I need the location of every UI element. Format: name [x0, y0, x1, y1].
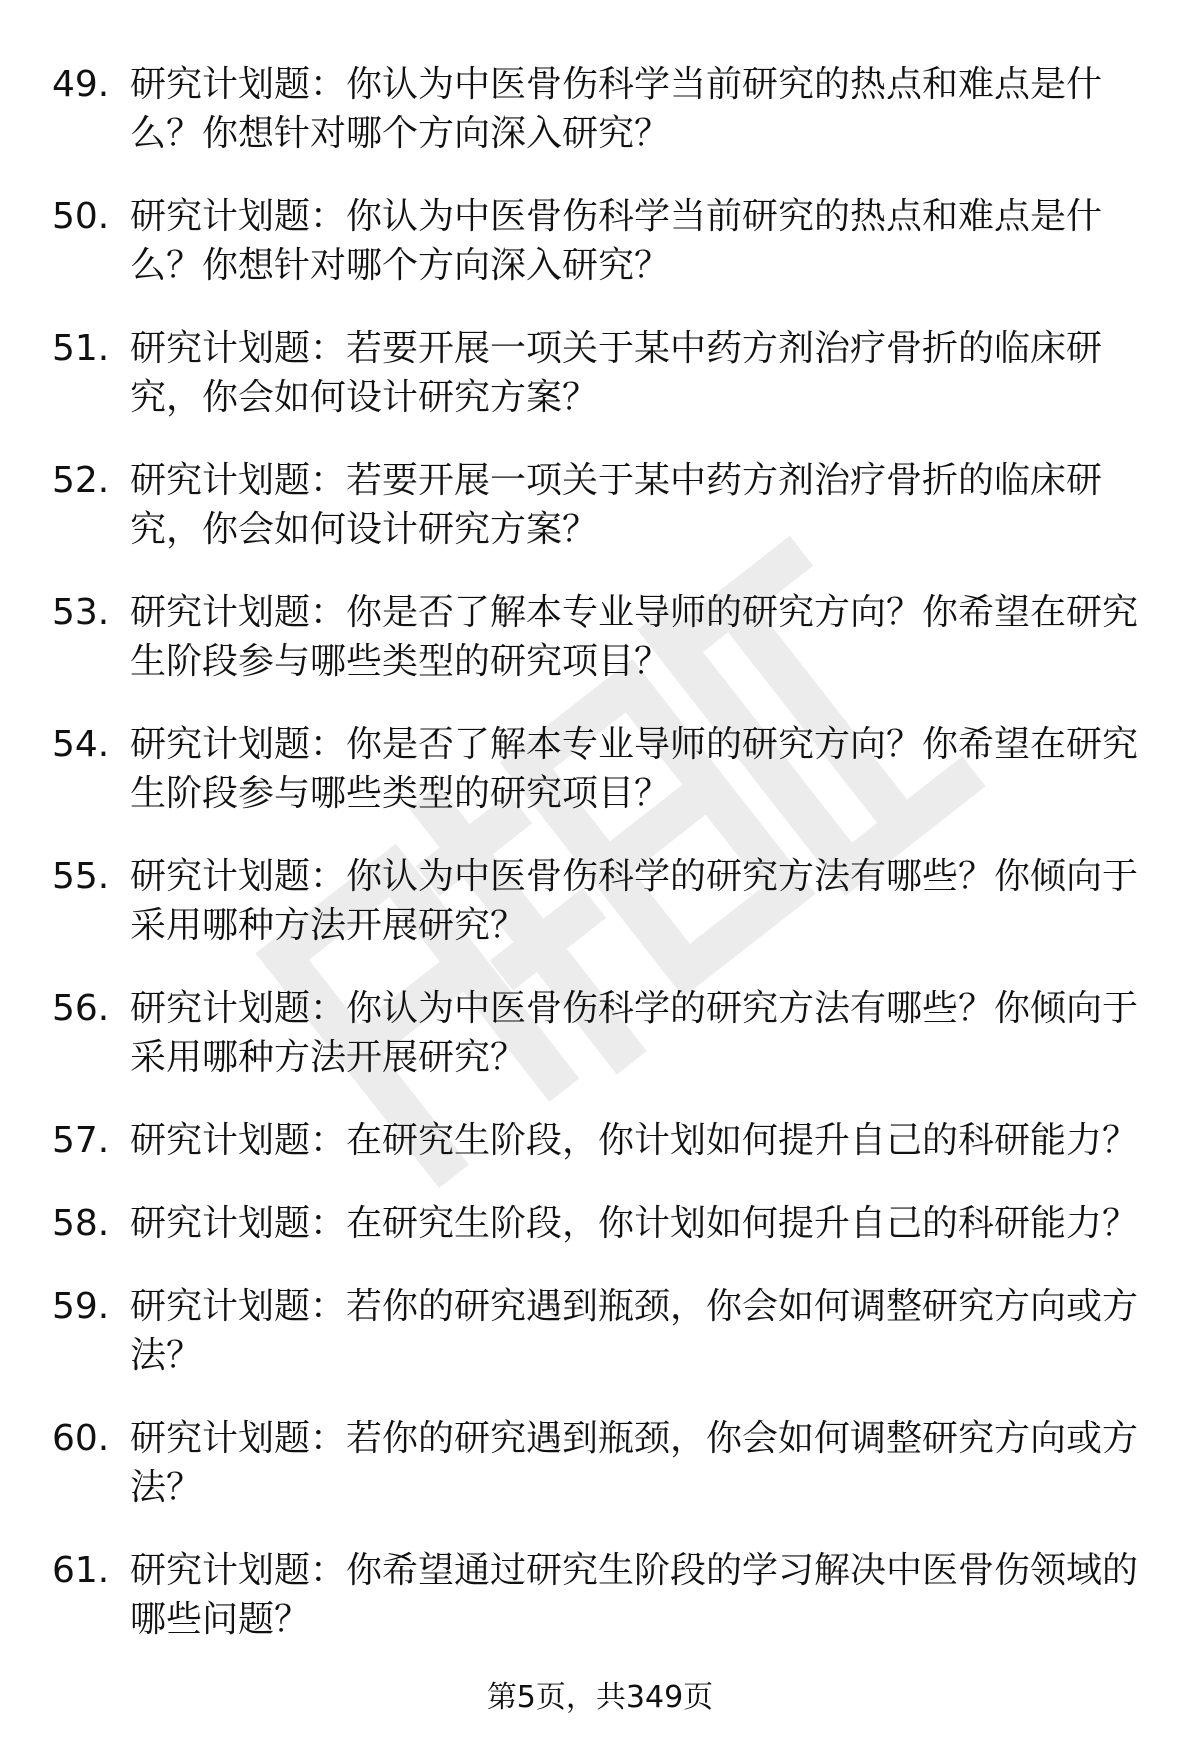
- question-text: 研究计划题：你希望通过研究生阶段的学习解决中医骨伤领域的哪些问题？: [130, 1550, 1139, 1640]
- question-item: [52, 588, 1162, 686]
- page-number-label: 第5页，共349页: [486, 1680, 714, 1715]
- question-number: 57.: [52, 1120, 110, 1161]
- question-item: [52, 1199, 1162, 1248]
- question-number: 51.: [52, 328, 110, 369]
- question-text: 研究计划题：若你的研究遇到瓶颈，你会如何调整研究方向或方法？: [130, 1418, 1139, 1508]
- question-number: 55.: [52, 856, 110, 897]
- question-item: [52, 1282, 1162, 1380]
- question-number: 50.: [52, 196, 110, 237]
- question-number: 59.: [52, 1286, 110, 1327]
- question-item: [52, 192, 1162, 290]
- question-item: [52, 324, 1162, 422]
- question-text: 研究计划题：在研究生阶段，你计划如何提升自己的科研能力？: [130, 1203, 1139, 1244]
- question-item: [52, 1116, 1162, 1165]
- question-text: 研究计划题：你认为中医骨伤科学的研究方法有哪些？你倾向于采用哪种方法开展研究？: [130, 856, 1139, 946]
- question-text: 研究计划题：你认为中医骨伤科学当前研究的热点和难点是什么？你想针对哪个方向深入研究？: [130, 64, 1103, 154]
- question-item: [52, 1546, 1162, 1644]
- question-number: 58.: [52, 1203, 110, 1244]
- question-text: 研究计划题：你是否了解本专业导师的研究方向？你希望在研究生阶段参与哪些类型的研究项目？: [130, 724, 1139, 814]
- question-text: 研究计划题：若要开展一项关于某中药方剂治疗骨折的临床研究，你会如何设计研究方案？: [130, 328, 1103, 418]
- question-list: [52, 60, 1162, 1678]
- question-text: 研究计划题：你认为中医骨伤科学当前研究的热点和难点是什么？你想针对哪个方向深入研究？: [130, 196, 1103, 286]
- question-item: [52, 456, 1162, 554]
- question-number: 53.: [52, 592, 110, 633]
- page-footer: [0, 1678, 1200, 1718]
- question-number: 49.: [52, 64, 110, 105]
- question-number: 52.: [52, 460, 110, 501]
- question-text: 研究计划题：若你的研究遇到瓶颈，你会如何调整研究方向或方法？: [130, 1286, 1139, 1376]
- question-text: 研究计划题：你认为中医骨伤科学的研究方法有哪些？你倾向于采用哪种方法开展研究？: [130, 988, 1139, 1078]
- question-item: [52, 1414, 1162, 1512]
- question-number: 61.: [52, 1550, 110, 1591]
- question-number: 56.: [52, 988, 110, 1029]
- question-item: [52, 984, 1162, 1082]
- question-item: [52, 720, 1162, 818]
- question-text: 研究计划题：你是否了解本专业导师的研究方向？你希望在研究生阶段参与哪些类型的研究项目？: [130, 592, 1139, 682]
- question-item: [52, 60, 1162, 158]
- question-number: 60.: [52, 1418, 110, 1459]
- question-item: [52, 852, 1162, 950]
- question-text: 研究计划题：在研究生阶段，你计划如何提升自己的科研能力？: [130, 1120, 1139, 1161]
- question-text: 研究计划题：若要开展一项关于某中药方剂治疗骨折的临床研究，你会如何设计研究方案？: [130, 460, 1103, 550]
- question-number: 54.: [52, 724, 110, 765]
